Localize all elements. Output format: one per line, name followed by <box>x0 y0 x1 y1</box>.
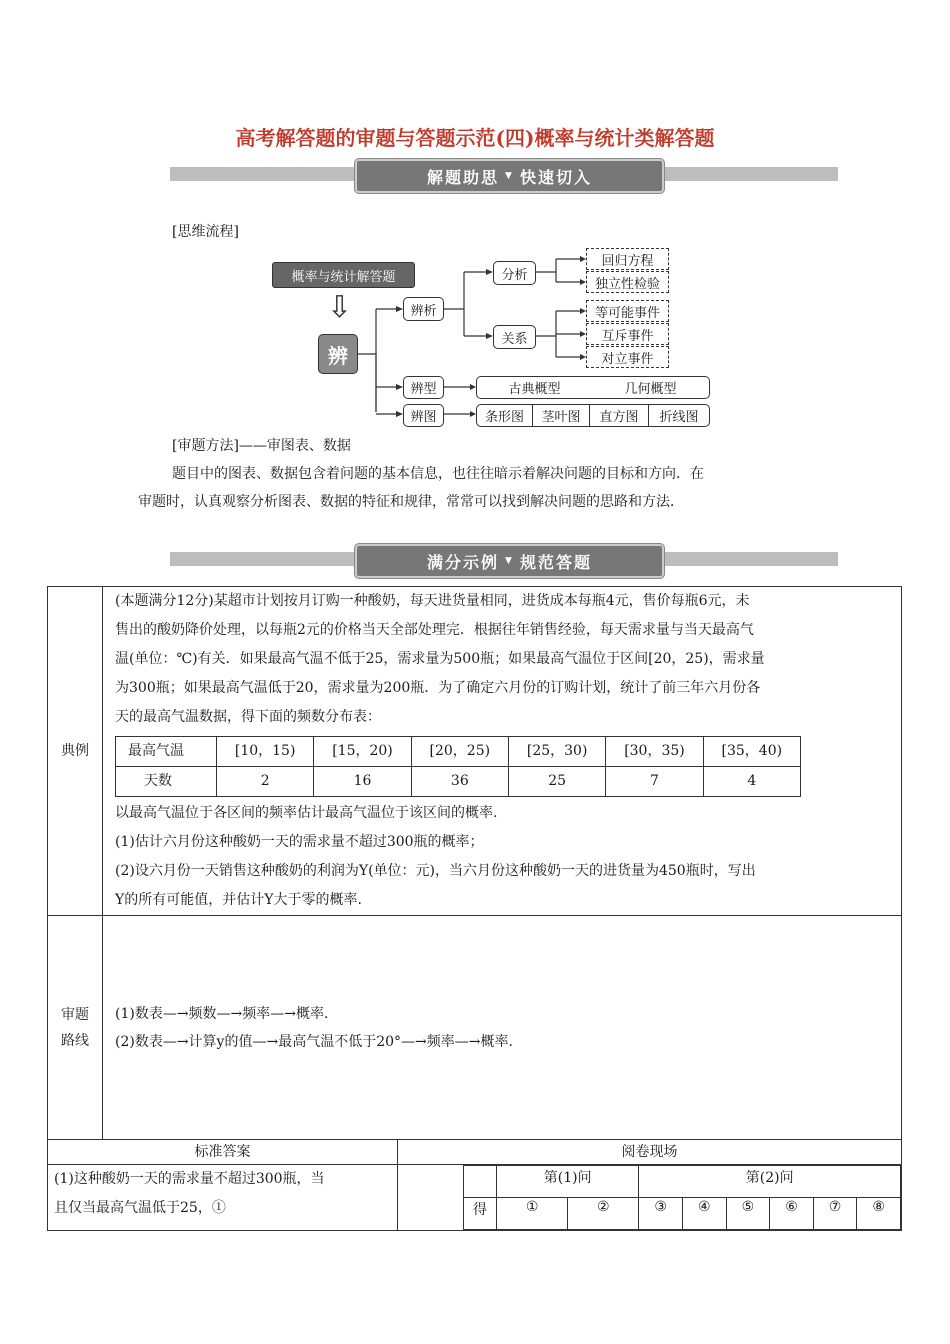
score-corner <box>464 1166 497 1198</box>
answer-text-1: (1)这种酸奶一天的需求量不超过300瓶，当 <box>54 1171 325 1187</box>
score-mark: ② <box>568 1198 639 1230</box>
route-label-2: 路线 <box>61 1032 89 1049</box>
route-label <box>48 916 103 1140</box>
page-title: 高考解答题的审题与答题示范(四)概率与统计类解答题 <box>235 126 715 150</box>
flow-type-classic: 古典概型 <box>476 376 593 399</box>
banner-1-left: 解题助思 <box>427 167 500 187</box>
score-q2: 第(2)问 <box>639 1166 901 1198</box>
banner-2-right: 规范答题 <box>519 552 592 572</box>
flow-graph-hist: 直方图 <box>589 404 649 427</box>
freq-header: [15，20) <box>314 737 411 767</box>
score-mark: ⑦ <box>813 1198 857 1230</box>
score-label: 得 <box>464 1198 497 1230</box>
example-line: (1)估计六月份这种酸奶一天的需求量不超过300瓶的概率； <box>115 834 484 850</box>
flow-sub-relation: 关系 <box>493 325 536 349</box>
route-content <box>103 916 902 1140</box>
freq-cell: 16 <box>314 767 411 797</box>
freq-cell: 25 <box>508 767 605 797</box>
frequency-table <box>115 736 801 797</box>
score-mark: ⑤ <box>726 1198 770 1230</box>
example-line: (本题满分12分)某超市计划按月订购一种酸奶，每天进货量相同，进货成本每瓶4元，售价每瓶6元，未 <box>115 593 750 609</box>
score-mark: ③ <box>639 1198 683 1230</box>
score-mark: ⑧ <box>857 1198 901 1230</box>
example-line: (2)设六月份一天销售这种酸奶的利润为Y(单位：元)，当六月份这种酸奶一天的进货量为450瓶时，写出 <box>115 863 756 879</box>
flow-leaf-independence: 独立性检验 <box>586 271 669 293</box>
flow-graph-line: 折线图 <box>648 404 710 427</box>
flow-branch-analyze: 辨析 <box>403 297 444 321</box>
freq-cell: 36 <box>411 767 508 797</box>
down-arrow-icon: ⇩ <box>327 290 353 325</box>
example-line: 为300瓶；如果最高气温低于20，需求量为200瓶．为了确定六月份的订购计划，统计了前三年六月份各 <box>115 680 761 696</box>
freq-header: [35，40) <box>703 737 800 767</box>
example-line: Y的所有可能值，并估计Y大于零的概率. <box>115 892 362 908</box>
flow-branch-type: 辨型 <box>403 376 444 399</box>
flow-root: 概率与统计解答题 <box>272 262 415 288</box>
banner-1-right: 快速切入 <box>519 167 592 187</box>
freq-cell: 4 <box>703 767 800 797</box>
example-line: 温(单位：℃)有关．如果最高气温不低于25，需求量为500瓶；如果最高气温位于区间[20，25)，需求量 <box>115 651 765 667</box>
flow-leaf-regression: 回归方程 <box>586 248 669 270</box>
route-line-1: (1)数表—→频数—→频率—→概率. <box>115 1005 329 1022</box>
method-text-1: 题目中的图表、数据包含着问题的基本信息，也往往暗示着解决问题的目标和方向．在 <box>172 466 704 482</box>
section-banner-2 <box>355 544 664 578</box>
flow-branch-graph: 辨图 <box>403 404 444 427</box>
flow-leaf-mutual: 互斥事件 <box>586 323 669 345</box>
route-line-2: (2)数表—→计算y的值—→最高气温不低于20°—→频率—→概率. <box>115 1033 513 1050</box>
freq-header: 最高气温 <box>116 737 217 767</box>
answer-text-2: 且仅当最高气温低于25，① <box>54 1200 226 1216</box>
banner-2-mark: ▼ <box>505 556 514 566</box>
score-cell <box>398 1165 902 1231</box>
example-label: 典例 <box>48 587 103 916</box>
freq-cell: 天数 <box>116 767 217 797</box>
freq-cell: 7 <box>606 767 703 797</box>
answer-header-right: 阅卷现场 <box>398 1140 902 1165</box>
flow-leaf-opposite: 对立事件 <box>586 346 669 368</box>
route-label-1: 审题 <box>61 1006 89 1023</box>
example-line: 售出的酸奶降价处理，以每瓶2元的价格当天全部处理完．根据往年销售经验，每天需求量与当天最高气 <box>115 622 754 638</box>
freq-header: [10，15) <box>217 737 314 767</box>
score-mark: ⑥ <box>770 1198 814 1230</box>
method-text-2: 审题时，认真观察分析图表、数据的特征和规律，常常可以找到解决问题的思路和方法． <box>138 494 684 510</box>
flow-connectors <box>0 0 950 440</box>
flow-main: 辨 <box>318 334 358 374</box>
example-line: 以最高气温位于各区间的频率估计最高气温位于该区间的概率. <box>115 805 498 821</box>
example-table <box>47 586 902 1231</box>
banner-2-left: 满分示例 <box>427 552 500 572</box>
freq-header: [30，35) <box>606 737 703 767</box>
flow-leaf-equal: 等可能事件 <box>586 300 669 322</box>
flow-type-geometric: 几何概型 <box>592 376 710 399</box>
answer-header-left: 标准答案 <box>48 1140 398 1165</box>
freq-header: [20，25) <box>411 737 508 767</box>
answer-text <box>48 1165 398 1231</box>
flow-graph-stem: 茎叶图 <box>532 404 590 427</box>
freq-header: [25，30) <box>508 737 605 767</box>
score-mark: ① <box>497 1198 568 1230</box>
flow-sub-analysis: 分析 <box>493 261 536 285</box>
freq-cell: 2 <box>217 767 314 797</box>
score-table <box>463 1165 901 1230</box>
example-line: 天的最高气温数据，得下面的频数分布表： <box>115 709 381 725</box>
flow-graph-bar: 条形图 <box>476 404 533 427</box>
score-mark: ④ <box>683 1198 727 1230</box>
banner-1-mark: ▼ <box>505 171 514 181</box>
example-content <box>103 587 902 916</box>
method-heading: [审题方法]——审图表、数据 <box>172 438 351 454</box>
score-q1: 第(1)问 <box>497 1166 639 1198</box>
flow-heading: [思维流程] <box>172 224 239 240</box>
